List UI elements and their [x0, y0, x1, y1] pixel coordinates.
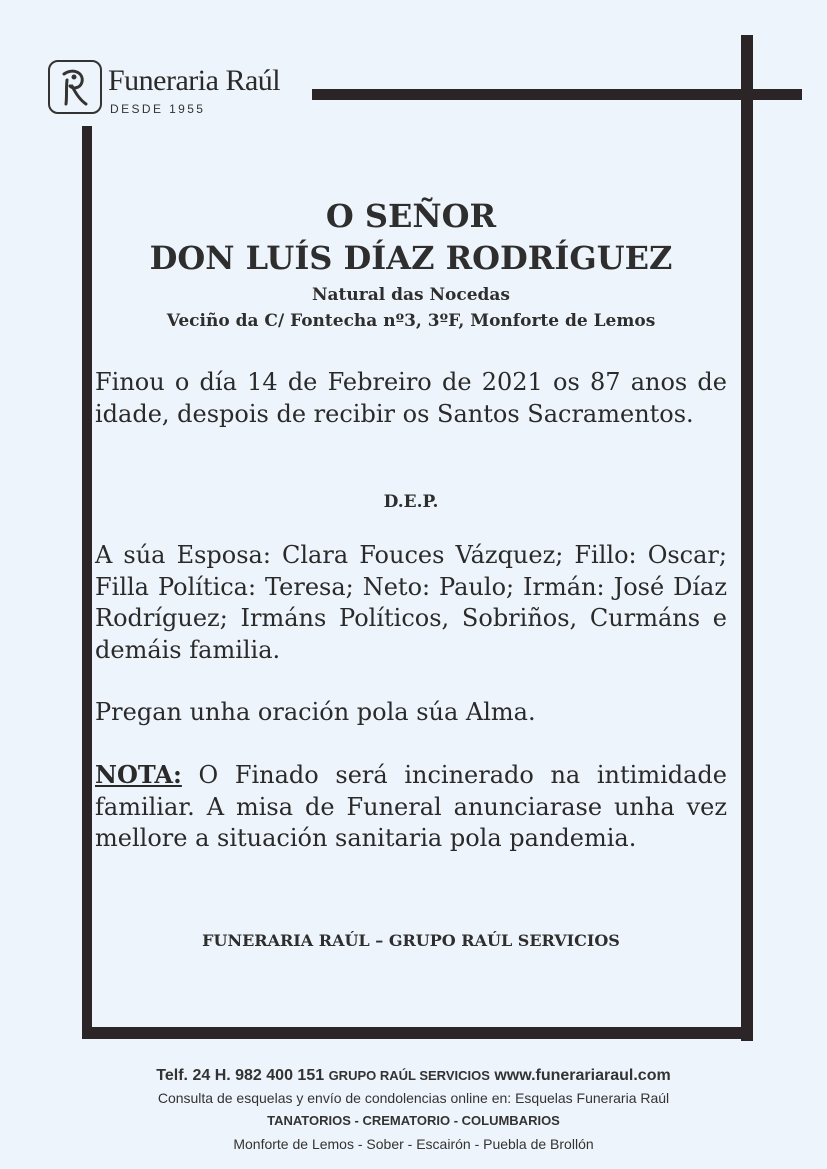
- footer-online: Consulta de esquelas y envío de condolencias online en: Esquelas Funeraria Raúl: [157, 1090, 670, 1106]
- death-notice: Finou o día 14 de Febreiro de 2021 os 87 anos de idade, despois de recibir os Santos Sacramentos.: [95, 368, 727, 428]
- frame-left-line: [82, 126, 92, 1036]
- brand-name: Funeraria Raúl: [108, 64, 281, 97]
- logo-emblem-icon: [50, 62, 100, 112]
- nota-label: NOTA:: [95, 760, 182, 789]
- footer-website: www.funerariaraul.com: [494, 1067, 671, 1084]
- address-line: Veciño da C/ Fontecha nº3, 3ºF, Monforte de Lemos: [166, 311, 656, 331]
- signature: FUNERARIA RAÚL – GRUPO RAÚL SERVICIOS: [202, 931, 620, 950]
- footer-phone: Telf. 24 H. 982 400 151: [156, 1067, 325, 1084]
- frame-bottom-line: [82, 1027, 753, 1039]
- dep-label: D.E.P.: [383, 492, 439, 512]
- title-line-1: O SEÑOR: [325, 197, 497, 235]
- footer-locations: Monforte de Lemos - Sober - Escairón - Puebla de Brollón: [233, 1136, 594, 1152]
- footer-contact-line: [0, 1067, 827, 1085]
- brand-logo: [48, 60, 102, 114]
- frame-top-line: [312, 89, 802, 100]
- nota-paragraph: [95, 759, 727, 855]
- footer-services: TANATORIOS - CREMATORIO - COLUMBARIOS: [267, 1113, 560, 1128]
- origin-line: Natural das Nocedas: [311, 285, 511, 305]
- prayer-line: Pregan unha oración pola súa Alma.: [95, 698, 536, 726]
- brand-since: DESDE 1955: [110, 102, 206, 116]
- nota-text: O Finado será incinerado na intimidade familiar. A misa de Funeral anunciarase unha vez mellore a situación sanitaria pola pandemia.: [95, 761, 727, 852]
- footer-group: GRUPO RAÚL SERVICIOS: [328, 1068, 490, 1083]
- deceased-name: DON LUÍS DÍAZ RODRÍGUEZ: [149, 239, 673, 277]
- family-list: A súa Esposa: Clara Fouces Vázquez; Fillo: Oscar; Filla Política: Teresa; Neto: Paulo; Irmán: José Díaz Rodríguez; Irmáns Políticos, Sobriños, Curmáns e demáis familia.: [95, 541, 727, 664]
- frame-right-line: [741, 35, 753, 1041]
